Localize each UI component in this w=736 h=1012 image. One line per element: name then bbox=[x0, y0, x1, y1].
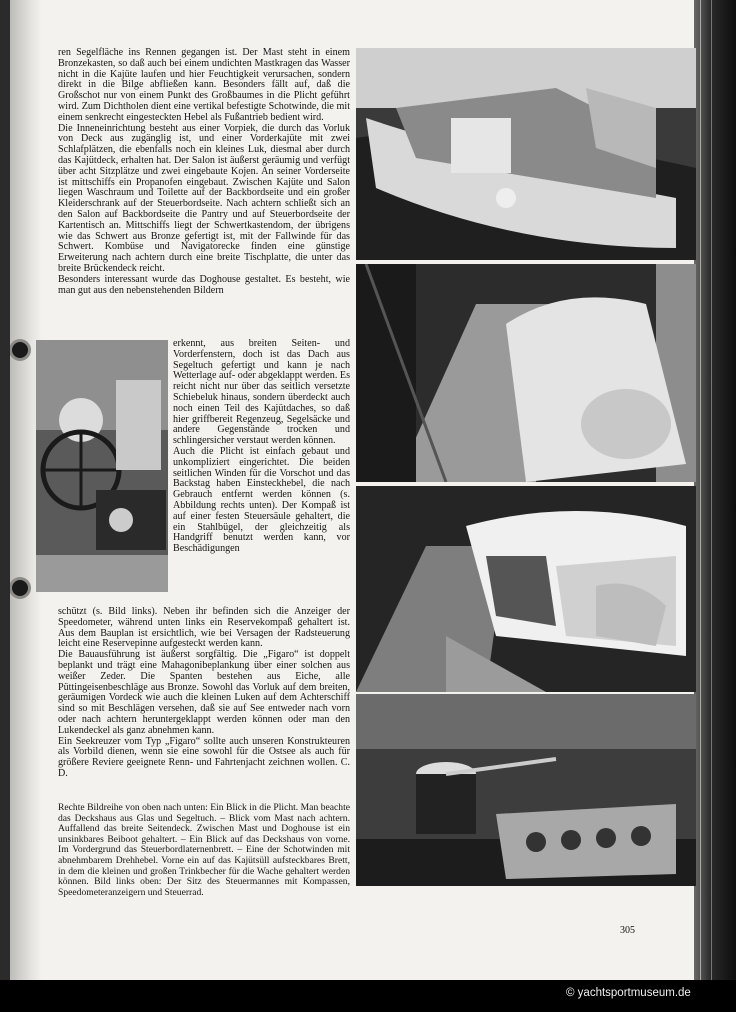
article-paragraph: Die Inneneinrichtung besteht aus einer Vorpiek, die durch das Vorluk von Deck aus zugänglig ist, und einer Vorderkajüte mit zwei Schlafplätzen, die ebenfalls noch ein kleines Luk, diesmal aber durch das Kajütdeck, erhalten hat. Der Salon ist äußerst geräumig und verfügt über acht Sitzplätze und zwei eingebaute Kojen. An seiner Vorderseite ist mittschiffs ein Propanofen eingebaut. Zwischen Kajüte und Salon liegen Waschraum und Toilette auf der Backbordseite und ein großer Kleiderschrank auf der Steuerbordseite. Nach achtern schließt sich an den Salon auf Backbordseite die Pantry und auf Steuerbordseite der Kartentisch an. Mittschiffs liegt der Schwertkastendom, der übrigens wie das Schwert aus Bronze gefertigt ist, mit der Fallwinde für das Schwert. Kombüse und Navigatorecke finden eine günstige Erweiterung nach achtern durch eine breite Tischplatte, die unter das breite Brückendeck reicht. bbox=[58, 122, 350, 274]
photo-deckhouse-front bbox=[356, 486, 696, 692]
article-paragraph bbox=[58, 737, 350, 780]
article-paragraph: Die Bauausführung ist äußerst sorgfältig. Die „Figaro“ ist doppelt beplankt und trägt eine Mahagonibeplankung über einer solchen aus weißer Zeder. Die Spanten bestehen aus Eiche, alle Püttingeisenbeschläge aus Bronze. Sowohl das Vorluk auf dem breiten, geräumigen Vordeck wie auch die kleinen Luken auf dem Achterschiff sind so mit Beschlägen versehen, daß sie auf See entweder nach vorn oder nach achtern heruntergeklappt werden können oder man den Lukendeckel als ganz abnehmen kann. bbox=[58, 649, 350, 736]
photo-winch bbox=[356, 694, 696, 886]
article-paragraph: Auch die Plicht ist einfach gebaut und unkompliziert eingerichtet. Die beiden seitlichen Winden für die Vorschot und das Backstag haben Einsteckhebel, die nach Gebrauch entfernt werden können (s. Abbildung rechts unten). Der Kompaß ist auf einer festen Steuersäule gehaltert, die ein Stahlbügel, der gleichzeitig als Handgriff benutzt werden kann, vor Beschädigungen bbox=[173, 445, 350, 555]
article-paragraph: ren Segelfläche ins Rennen gegangen ist. Der Mast steht in einem Bronzekasten, so daß auch bei einem undichten Mastkragen das Wasser nicht in die Kajüte laufen und hier Feuchtigkeit verursachen, sondern direkt in die Bilge abfließen kann. Besonders fällt auf, daß die Großschot nur von einem Punkt des Großbaumes in die Plicht geführt wird. Zum Dichtholen dient eine vertikal befestigte Schotwinde, die mit einem senkrecht eingesteckten Hebel als Fußantrieb bedient wird. bbox=[58, 47, 350, 123]
article-paragraph-text: Ein Seekreuzer vom Typ „Figaro“ sollte auch unseren Konstrukteuren als Vorbild dienen, wenn sie eine sowohl für die Ostsee als auch für größere Reviere geeignete Renn- und Fahrtenjacht zeichnen wollen. bbox=[58, 735, 350, 769]
article-paragraph: schützt (s. Bild links). Neben ihr befinden sich die Anzeiger der Speedometer, während unten links ein Reservekompaß gehaltert ist. Aus dem Bauplan ist ersichtlich, wie bei Versagen der Radsteuerung leicht eine Reservepinne aufgesteckt werden kann. bbox=[58, 606, 350, 650]
photo-cockpit-doghouse bbox=[356, 48, 696, 260]
article-paragraph: erkennt, aus breiten Seiten- und Vorderfenstern, doch ist das Dach aus Segeltuch gefertigt und kann je nach Wetterlage auf- oder abgeklappt werden. Es reicht nicht nur über das seitlich versetzte Schiebeluk hinaus, sondern überdeckt auch noch einen Teil des Kajütdaches, so daß hier griffbereit Regenzeug, Segelsäcke und andere Gegenstände trocken und schlingersicher verstaut werden können. bbox=[173, 338, 350, 447]
watermark: © yachtsportmuseum.de bbox=[566, 987, 691, 999]
binder-hole-icon bbox=[12, 342, 28, 358]
article-text-bottom bbox=[58, 607, 350, 780]
page-number: 305 bbox=[620, 925, 635, 936]
photo-side-deck bbox=[356, 264, 696, 482]
page-stack-edge bbox=[700, 0, 712, 990]
article-text-narrow bbox=[173, 339, 350, 555]
binder-hole-icon bbox=[12, 580, 28, 596]
article-text-top bbox=[58, 48, 350, 296]
photo-helm-station bbox=[36, 340, 168, 592]
article-paragraph: Besonders interessant wurde das Doghouse gestaltet. Es besteht, wie man gut aus den nebenstehenden Bildern bbox=[58, 273, 350, 296]
author-signature: C. D. bbox=[58, 757, 350, 779]
photo-caption: Rechte Bildreihe von oben nach unten: Ein Blick in die Plicht. Man beachte das Deckshaus aus Glas und Segeltuch. – Blick vom Mast nach achtern. Auffallend das breite Seitendeck. Zwischen Mast und Doghouse ist ein unsinkbares Beiboot gehaltert. – Ein Blick auf das Deckshaus von vorne. Im Vordergrund das Steuerbordlaternenbrett. – Eine der Schotwinden mit abnehmbarem Drehhebel. Vorne ein auf das Kajütsüll aufsteckbares Brett, in dem die kleinen und großen Trinkbecher für die Wache gehaltert werden können. Bild links oben: Der Sitz des Steuermannes mit Kompassen, Speedometeranzeigern und Steuerrad. bbox=[58, 802, 350, 898]
